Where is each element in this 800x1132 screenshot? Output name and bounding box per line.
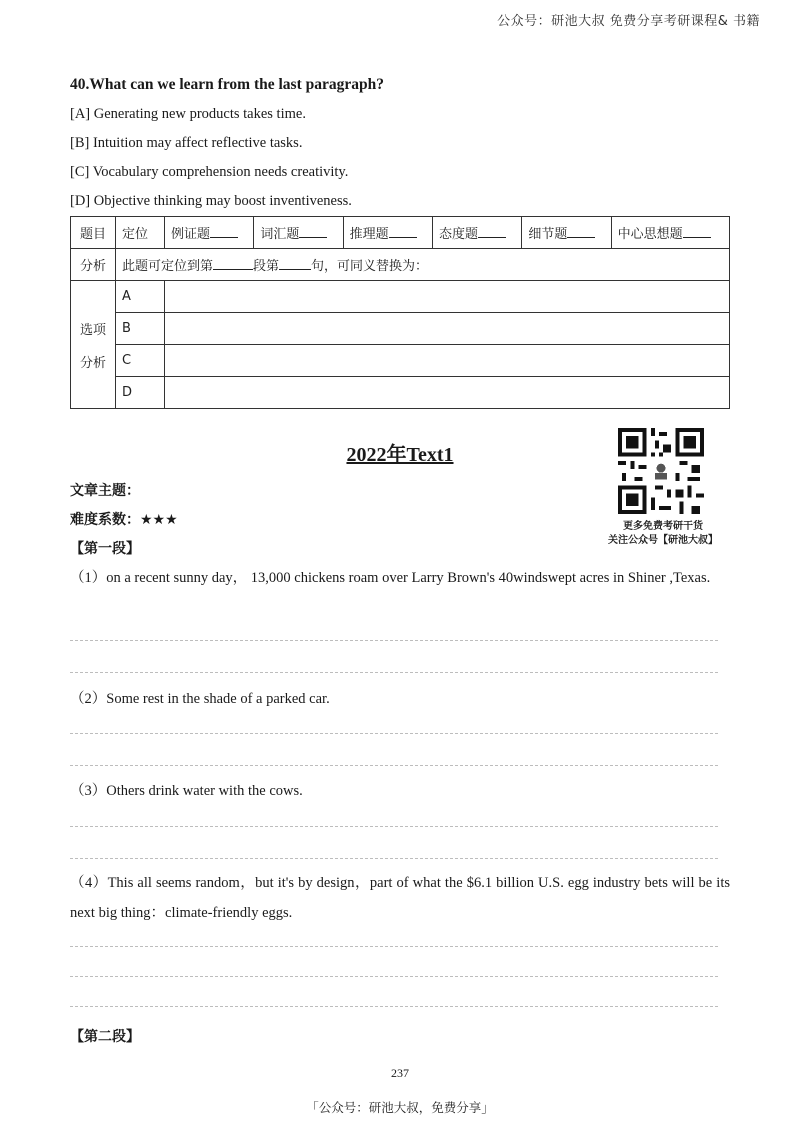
answer-line [70, 826, 718, 827]
option-letter: B [116, 313, 165, 345]
sentence-2: （2）Some rest in the shade of a parked car. [70, 691, 330, 707]
options-analysis-label: 选项 分析 [71, 281, 116, 409]
page-number: 237 [391, 1066, 409, 1080]
qr-caption: 更多免费考研干货 关注公众号【研池大叔】 [608, 521, 718, 546]
option-answer-cell [165, 281, 730, 313]
option-letter: A [116, 281, 165, 313]
table-cell-location: 定位 [116, 217, 165, 249]
paragraph-2-label: 【第二段】 [70, 1029, 140, 1045]
page-footer: 「公众号：研池大叔，免费分享」 [306, 1100, 494, 1115]
analysis-table [70, 216, 730, 409]
option-answer-cell [165, 345, 730, 377]
table-cell-inference: 推理题 [343, 217, 432, 249]
option-answer-cell [165, 377, 730, 409]
table-cell-example: 例证题 [165, 217, 254, 249]
option-letter: C [116, 345, 165, 377]
sentence-4: （4）This all seems random，but it's by design，part of what the $6.1 billion U.S. egg industry bets will be its next big thing：climate-friendly eggs. [70, 875, 730, 921]
table-side-label: 分析 [71, 249, 116, 281]
sentence-3: （3）Others drink water with the cows. [70, 783, 303, 799]
section-title: 2022年Text1 [346, 444, 454, 466]
table-side-label: 题目 [71, 217, 116, 249]
table-cell-attitude: 态度题 [432, 217, 521, 249]
answer-line [70, 1006, 718, 1007]
article-theme-label: 文章主题： [70, 483, 140, 499]
table-cell-main-idea: 中心思想题 [611, 217, 729, 249]
option-c: [C] Vocabulary comprehension needs creativity. [70, 164, 349, 180]
sentence-1: （1）on a recent sunny day， 13,000 chickens roam over Larry Brown's 40windswept acres in Shiner ,Texas. [70, 570, 711, 586]
paragraph-1-label: 【第一段】 [70, 541, 140, 557]
answer-line [70, 765, 718, 766]
answer-line [70, 858, 718, 859]
answer-line [70, 640, 718, 641]
option-a: [A] Generating new products takes time. [70, 106, 306, 122]
option-answer-cell [165, 313, 730, 345]
answer-line [70, 976, 718, 977]
difficulty-label: 难度系数：★★★ [70, 512, 178, 528]
option-d: [D] Objective thinking may boost inventiveness. [70, 193, 352, 209]
qr-code-image [618, 428, 704, 514]
page-header: 公众号：研池大叔 免费分享考研课程& 书籍 [497, 14, 760, 29]
table-cell-vocab: 词汇题 [254, 217, 343, 249]
answer-line [70, 672, 718, 673]
table-cell-locate: 此题可定位到第 段第 句，可同义替换为： [116, 249, 730, 281]
answer-line [70, 946, 718, 947]
difficulty-stars: ★★★ [140, 512, 178, 528]
question-title: 40.What can we learn from the last paragraph? [70, 76, 384, 93]
table-cell-detail: 细节题 [522, 217, 611, 249]
option-letter: D [116, 377, 165, 409]
option-b: [B] Intuition may affect reflective tasks. [70, 135, 303, 151]
answer-line [70, 733, 718, 734]
